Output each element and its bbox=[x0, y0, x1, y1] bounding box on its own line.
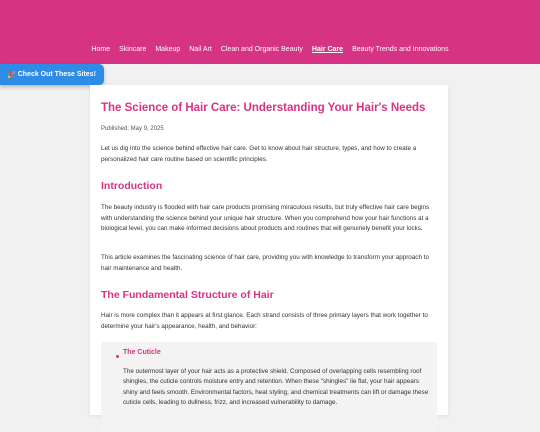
paragraph-3: Hair is more complex than it appears at first glance. Each strand consists of three primary layers that work together to determine your hair's appearance, health, and behavior: bbox=[101, 312, 428, 330]
nav-item-home[interactable]: Home bbox=[91, 46, 111, 53]
heading-introduction: Introduction bbox=[101, 180, 163, 192]
main-nav bbox=[0, 46, 540, 53]
published-date: Published: May 9, 2025 bbox=[101, 126, 164, 132]
cuticle-heading: The Cuticle bbox=[123, 349, 161, 356]
article-card bbox=[90, 85, 448, 415]
bullet-icon bbox=[116, 355, 119, 358]
nav-item-hair-care[interactable]: Hair Care bbox=[311, 46, 344, 53]
site-header bbox=[0, 0, 540, 64]
cuticle-callout bbox=[101, 342, 437, 432]
intro-paragraph: Let us dig into the science behind effective hair care. Get to know about hair structure, types, and how to create a personalized hair care routine based on scientific principles. bbox=[101, 145, 417, 163]
nav-item-makeup[interactable]: Makeup bbox=[155, 46, 181, 53]
nav-item-skincare[interactable]: Skincare bbox=[119, 46, 147, 53]
paragraph-1: The beauty industry is flooded with hair care products promising miraculous results, but truly effective hair care begins with understanding the science behind your unique hair structure. When you comprehend how your hair functions at a biological level, you can make informed decisions about products and routines that will genuinely benefit your locks. bbox=[101, 204, 430, 232]
check-out-sites-label: Check Out These Sites! bbox=[17, 71, 96, 78]
paragraph-2: This article examines the fascinating science of hair care, providing you with knowledge to transform your approach to hair maintenance and health. bbox=[101, 254, 429, 272]
nav-item-beauty-trends[interactable]: Beauty Trends and Innovations bbox=[352, 46, 449, 53]
nav-item-clean-organic-beauty[interactable]: Clean and Organic Beauty bbox=[220, 46, 303, 53]
heading-structure: The Fundamental Structure of Hair bbox=[101, 289, 274, 301]
check-out-sites-button[interactable] bbox=[0, 64, 104, 85]
party-popper-icon: 🎉 bbox=[7, 71, 16, 79]
nav-item-nail-art[interactable]: Nail Art bbox=[189, 46, 212, 53]
article-title: The Science of Hair Care: Understanding Your Hair's Needs bbox=[101, 102, 426, 114]
cuticle-text: The outermost layer of your hair acts as a protective shield. Composed of overlapping cells resembling roof shingles, the cuticle controls moisture entry and retention. When these "shingles" lie flat, your hair appears shiny and feels smooth. Environmental factors, heat styling, and chemical treatments can lift or damage these cuticle cells, leading to dullness, frizz, and increased vulnerability to damage. bbox=[123, 368, 429, 406]
